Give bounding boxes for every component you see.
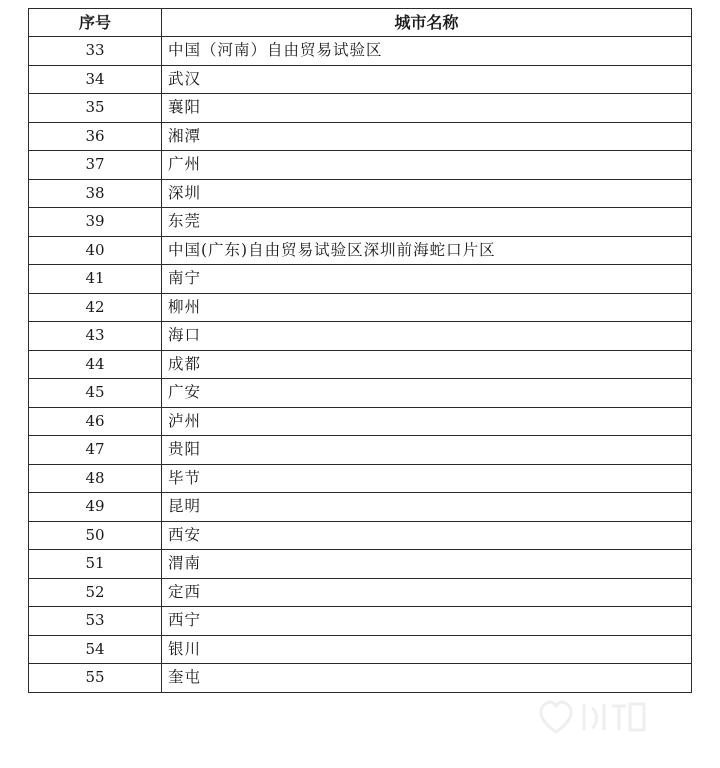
city-name-cell: 武汉 xyxy=(162,65,692,94)
table-row xyxy=(29,493,692,522)
city-name-cell: 贵阳 xyxy=(162,436,692,465)
row-number-cell: 35 xyxy=(29,94,162,123)
city-name-cell: 中国（河南）自由贸易试验区 xyxy=(162,37,692,66)
city-name-cell: 海口 xyxy=(162,322,692,351)
city-name-cell: 定西 xyxy=(162,578,692,607)
city-list-table xyxy=(28,8,692,693)
city-name-cell: 渭南 xyxy=(162,550,692,579)
table-row xyxy=(29,208,692,237)
city-name-cell: 南宁 xyxy=(162,265,692,294)
city-name-cell: 湘潭 xyxy=(162,122,692,151)
city-name-cell: 东莞 xyxy=(162,208,692,237)
table-row xyxy=(29,37,692,66)
table-row xyxy=(29,464,692,493)
row-number-cell: 49 xyxy=(29,493,162,522)
city-name-cell: 昆明 xyxy=(162,493,692,522)
table-row xyxy=(29,322,692,351)
city-name-cell: 深圳 xyxy=(162,179,692,208)
table-body xyxy=(29,37,692,693)
city-name-cell: 西宁 xyxy=(162,607,692,636)
table-row xyxy=(29,550,692,579)
table-row xyxy=(29,664,692,693)
column-header-number: 序号 xyxy=(29,9,162,37)
row-number-cell: 36 xyxy=(29,122,162,151)
table-row xyxy=(29,407,692,436)
table-row xyxy=(29,521,692,550)
city-name-cell: 中国(广东)自由贸易试验区深圳前海蛇口片区 xyxy=(162,236,692,265)
row-number-cell: 42 xyxy=(29,293,162,322)
city-name-cell: 柳州 xyxy=(162,293,692,322)
table-row xyxy=(29,436,692,465)
table-row xyxy=(29,578,692,607)
row-number-cell: 33 xyxy=(29,37,162,66)
table-header-row xyxy=(29,9,692,37)
row-number-cell: 34 xyxy=(29,65,162,94)
city-name-cell: 毕节 xyxy=(162,464,692,493)
table-row xyxy=(29,379,692,408)
row-number-cell: 48 xyxy=(29,464,162,493)
row-number-cell: 37 xyxy=(29,151,162,180)
table-row xyxy=(29,179,692,208)
row-number-cell: 39 xyxy=(29,208,162,237)
city-name-cell: 襄阳 xyxy=(162,94,692,123)
row-number-cell: 53 xyxy=(29,607,162,636)
row-number-cell: 47 xyxy=(29,436,162,465)
table-row xyxy=(29,293,692,322)
row-number-cell: 51 xyxy=(29,550,162,579)
column-header-city-name: 城市名称 xyxy=(162,9,692,37)
city-name-cell: 广州 xyxy=(162,151,692,180)
table-row xyxy=(29,122,692,151)
row-number-cell: 44 xyxy=(29,350,162,379)
row-number-cell: 43 xyxy=(29,322,162,351)
heart-logo-icon xyxy=(534,694,654,738)
table-row xyxy=(29,265,692,294)
city-name-cell: 成都 xyxy=(162,350,692,379)
city-name-cell: 西安 xyxy=(162,521,692,550)
table-row xyxy=(29,635,692,664)
table-row xyxy=(29,151,692,180)
city-name-cell: 奎屯 xyxy=(162,664,692,693)
table-row xyxy=(29,65,692,94)
row-number-cell: 55 xyxy=(29,664,162,693)
city-name-cell: 广安 xyxy=(162,379,692,408)
table-row xyxy=(29,94,692,123)
row-number-cell: 41 xyxy=(29,265,162,294)
row-number-cell: 54 xyxy=(29,635,162,664)
row-number-cell: 40 xyxy=(29,236,162,265)
city-name-cell: 泸州 xyxy=(162,407,692,436)
row-number-cell: 38 xyxy=(29,179,162,208)
table-row xyxy=(29,350,692,379)
row-number-cell: 52 xyxy=(29,578,162,607)
row-number-cell: 50 xyxy=(29,521,162,550)
city-name-cell: 银川 xyxy=(162,635,692,664)
table-row xyxy=(29,236,692,265)
table-row xyxy=(29,607,692,636)
row-number-cell: 46 xyxy=(29,407,162,436)
row-number-cell: 45 xyxy=(29,379,162,408)
